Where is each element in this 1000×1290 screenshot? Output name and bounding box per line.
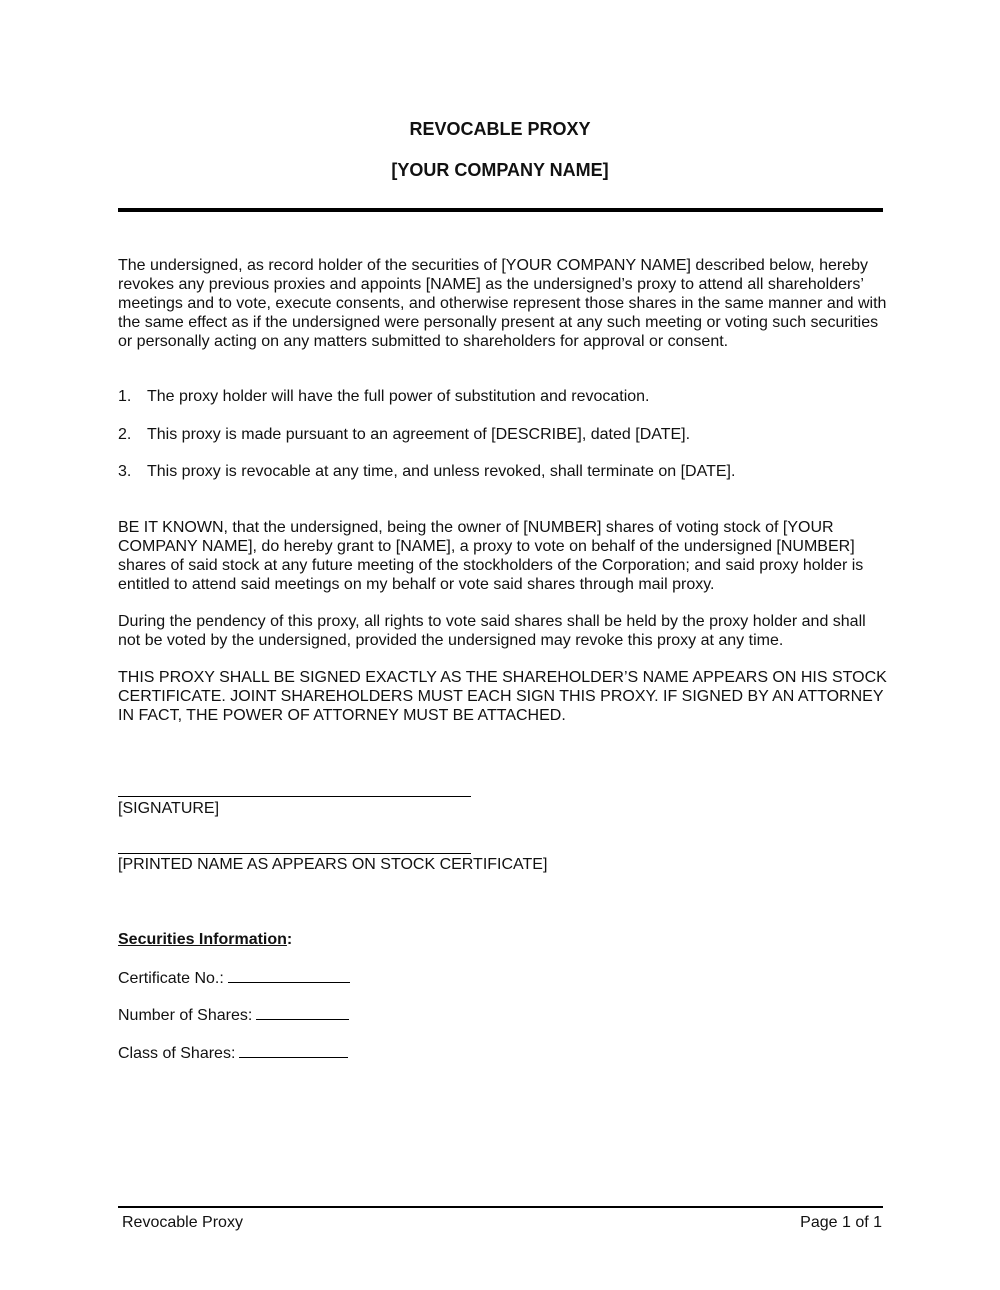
class-of-shares-blank (239, 1043, 348, 1058)
number-of-shares-label: Number of Shares: (118, 1007, 253, 1024)
header-divider (118, 208, 883, 212)
list-item-text: This proxy is made pursuant to an agreement of [DESCRIBE], dated [DATE]. (147, 426, 691, 443)
securities-information-heading (118, 930, 292, 949)
class-of-shares-field (118, 1043, 348, 1063)
footer-divider (118, 1206, 883, 1208)
printed-name-label: [PRINTED NAME AS APPEARS ON STOCK CERTIFICATE] (118, 856, 548, 873)
list-item-number: 3. (118, 463, 132, 480)
number-of-shares-field (118, 1005, 349, 1025)
number-of-shares-blank (256, 1005, 349, 1020)
securities-heading-colon: : (286, 931, 293, 948)
document-title: REVOCABLE PROXY (409, 119, 591, 139)
be-it-known-paragraph: BE IT KNOWN, that the undersigned, being the owner of [NUMBER] shares of voting stock of [YOUR COMPANY NAME], do hereby grant to [NAME], a proxy to vote on behalf of the undersigned [NUMBER] shares of said stock at any future meeting of the stockholders of the Corporation; and said proxy holder is entitled to attend said meetings on my behalf or vote said shares through mail proxy. (118, 519, 864, 593)
class-of-shares-label: Class of Shares: (118, 1045, 236, 1062)
printed-name-line (118, 853, 471, 854)
certificate-number-blank (228, 968, 350, 983)
signature-line (118, 796, 471, 797)
footer-page-number: Page 1 of 1 (800, 1214, 882, 1231)
footer-document-name: Revocable Proxy (122, 1214, 243, 1231)
certificate-number-field (118, 968, 350, 988)
company-name-heading: [YOUR COMPANY NAME] (391, 160, 609, 180)
signature-label: [SIGNATURE] (118, 800, 220, 817)
securities-heading-text: Securities Information (118, 931, 287, 948)
list-item-number: 1. (118, 388, 132, 405)
pendency-paragraph: During the pendency of this proxy, all rights to vote said shares shall be held by the proxy holder and shall not be voted by the undersigned, provided the undersigned may revoke this proxy at any time. (118, 613, 866, 649)
intro-paragraph: The undersigned, as record holder of the securities of [YOUR COMPANY NAME] described below, hereby revokes any previous proxies and appoints [NAME] as the undersigned’s proxy to attend all shareholders’ meetings and to vote, execute consents, and otherwise represent those shares in the same manner and with the same effect as if the undersigned were personally present at any such meeting or voting such securities or personally acting on any matters submitted to shareholders for approval or consent. (118, 257, 887, 350)
list-item-number: 2. (118, 426, 132, 443)
certificate-number-label: Certificate No.: (118, 970, 224, 987)
list-item-text: The proxy holder will have the full power of substitution and revocation. (147, 388, 650, 405)
list-item-text: This proxy is revocable at any time, and unless revoked, shall terminate on [DATE]. (147, 463, 736, 480)
signing-notice-paragraph: THIS PROXY SHALL BE SIGNED EXACTLY AS THE SHAREHOLDER’S NAME APPEARS ON HIS STOCK CERTIFICATE. JOINT SHAREHOLDERS MUST EACH SIGN THIS PROXY. IF SIGNED BY AN ATTORNEY IN FACT, THE POWER OF ATTORNEY MUST BE ATTACHED. (118, 669, 887, 724)
